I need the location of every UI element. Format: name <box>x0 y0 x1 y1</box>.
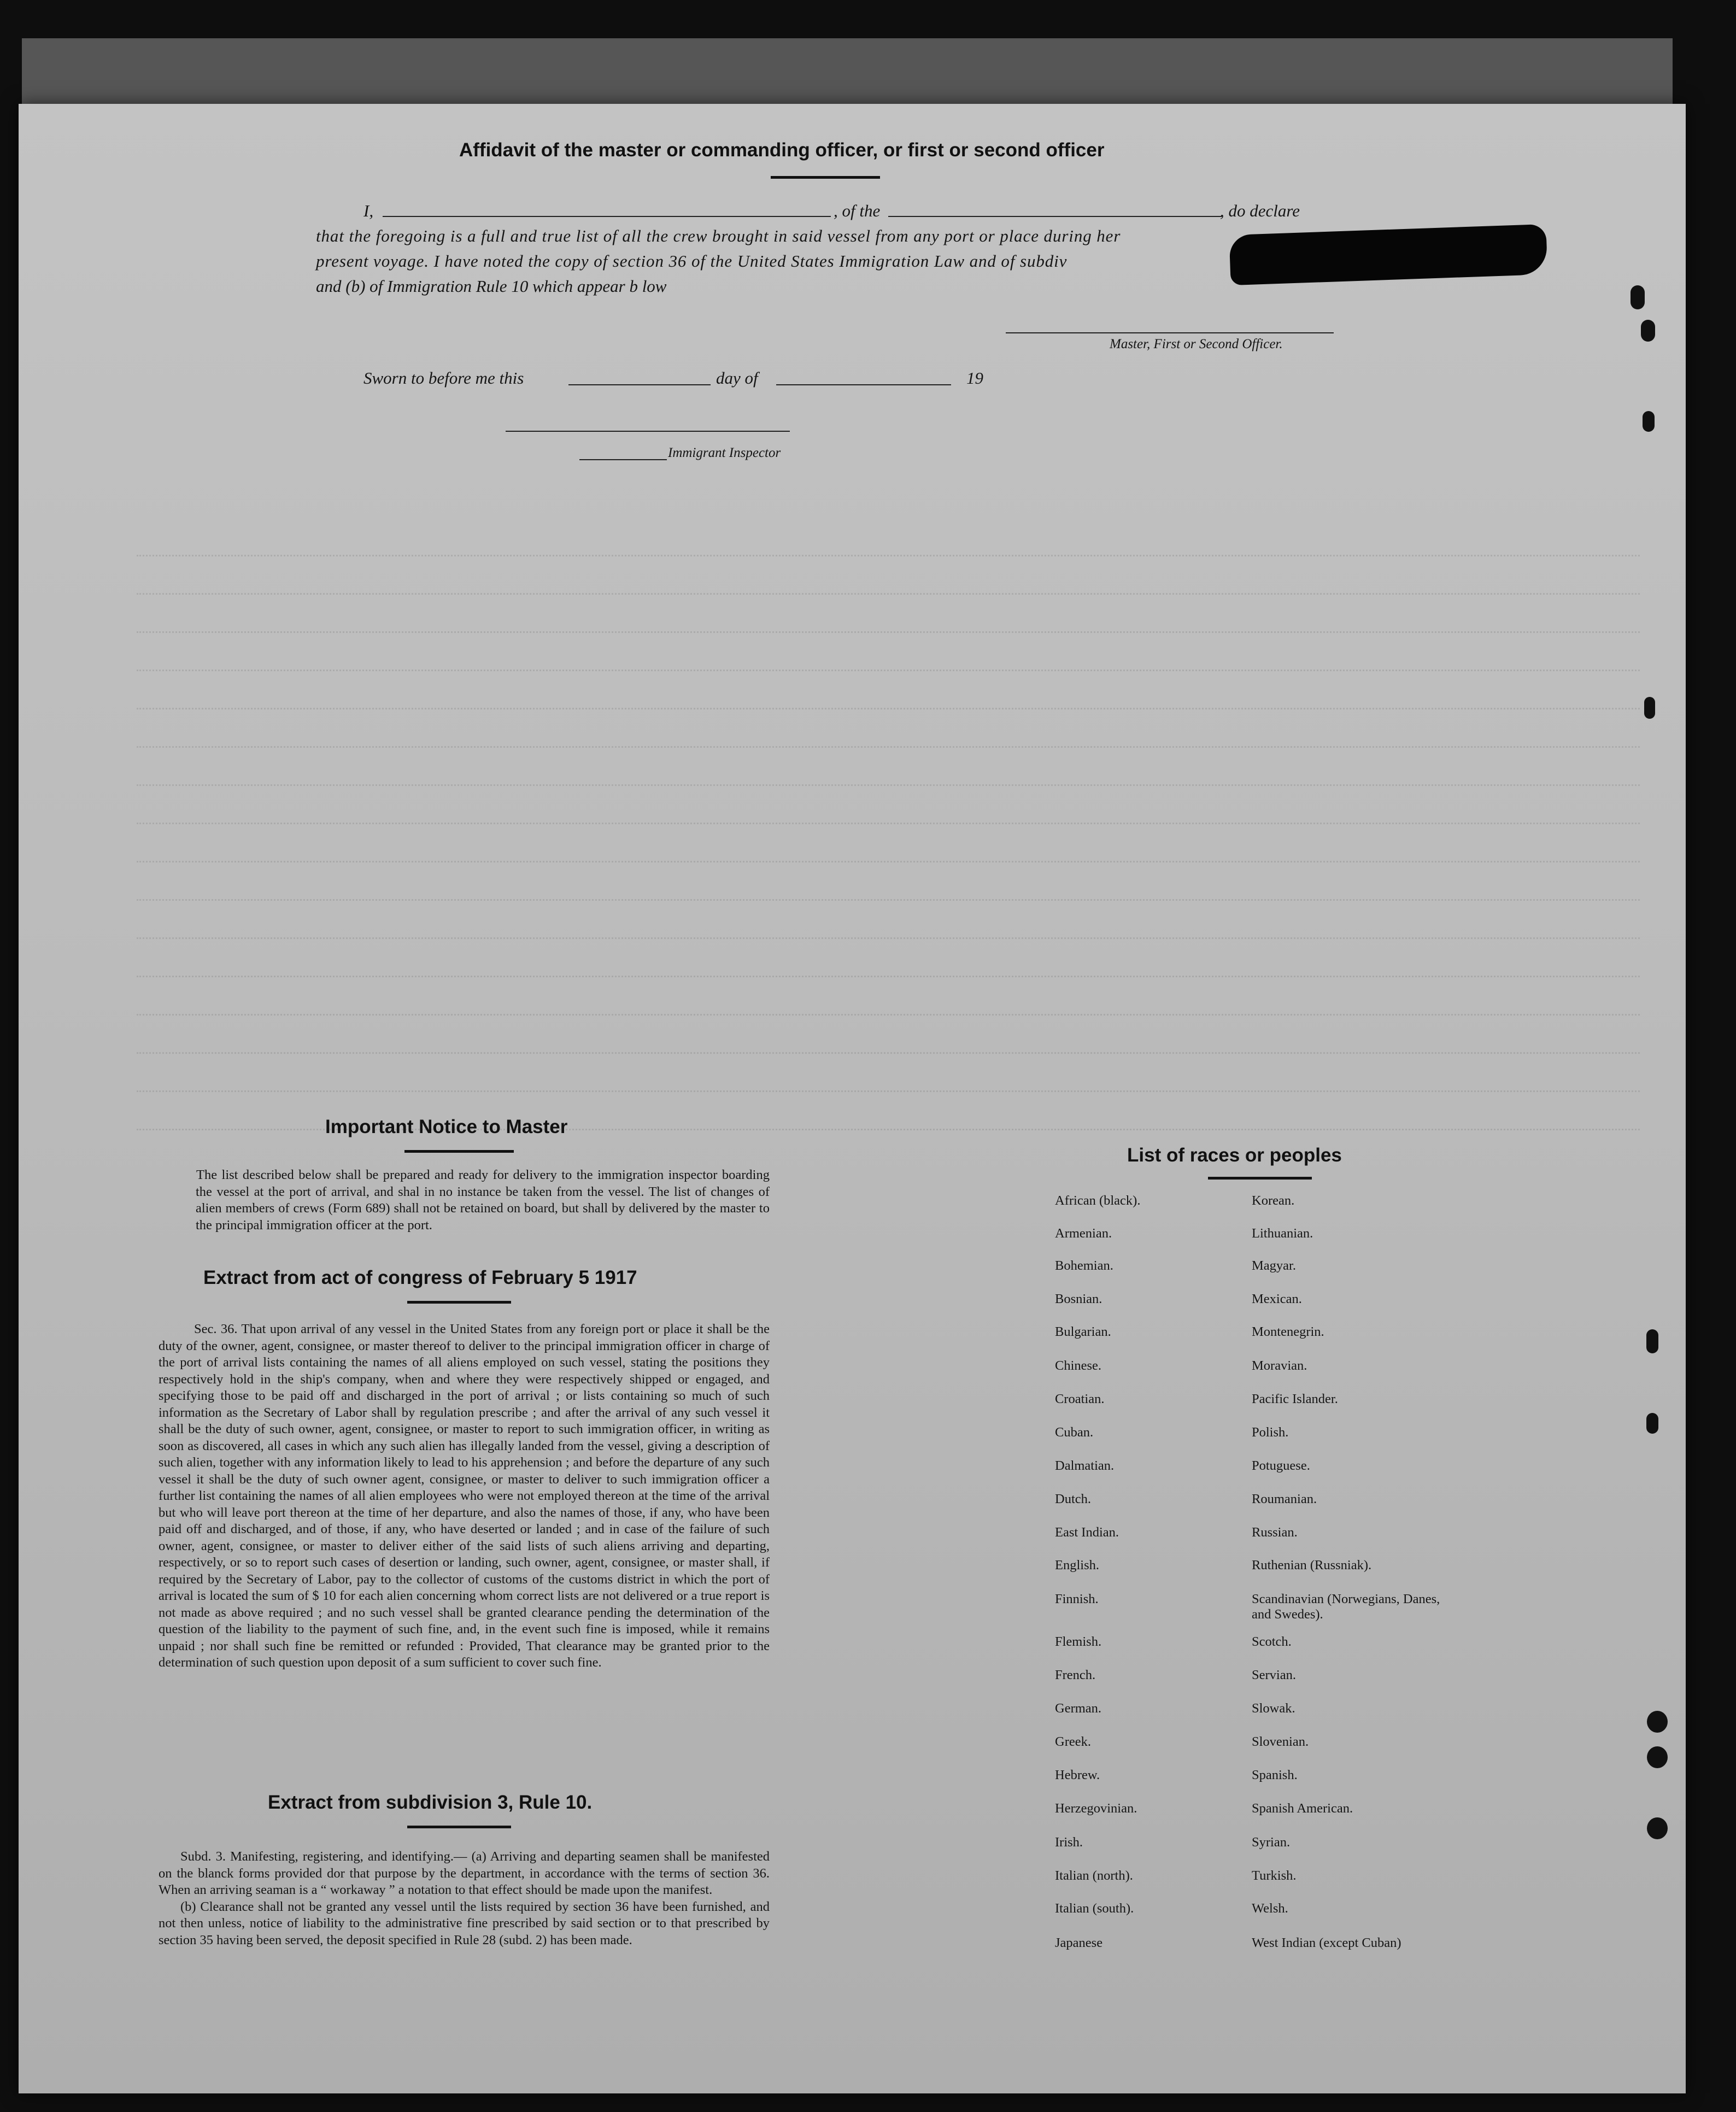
binder-hole <box>1631 285 1645 309</box>
race-item: Montenegrin. <box>1252 1324 1324 1339</box>
inspector-short-line <box>579 459 667 460</box>
binder-hole <box>1643 411 1655 432</box>
inspector-label: Immigrant Inspector <box>668 445 781 460</box>
race-item: Russian. <box>1252 1525 1298 1540</box>
binder-hole <box>1647 1711 1668 1733</box>
race-item: Moravian. <box>1252 1358 1307 1373</box>
race-item: Roumanian. <box>1252 1492 1317 1506</box>
binder-hole <box>1646 1413 1658 1434</box>
races-title: List of races or peoples <box>1127 1145 1342 1166</box>
race-item: French. <box>1055 1668 1096 1682</box>
race-item: Servian. <box>1252 1668 1296 1682</box>
race-item: Croatian. <box>1055 1392 1105 1406</box>
sworn-text: Sworn to before me this <box>363 368 524 388</box>
race-item: Italian (north). <box>1055 1868 1133 1883</box>
race-item: Italian (south). <box>1055 1901 1134 1916</box>
binder-hole <box>1647 1746 1668 1768</box>
affidavit-line2: that the foregoing is a full and true list of all the crew brought in said vessel from any port or place during her <box>316 226 1121 245</box>
notice-text: The list described below shall be prepared and ready for delivery to the immigration inspector boarding the vessel at the port of arrival, and shal in no instance be taken from the vessel. The list of changes of alien members of crews (Form 689) shall not be retained on board, but shall by delivered by the master to the principal immigration officer at the port. <box>196 1168 770 1233</box>
rule-extract-rule <box>407 1826 511 1828</box>
race-item: Chinese. <box>1055 1358 1102 1373</box>
race-item: Japanese <box>1055 1935 1103 1950</box>
race-item: English. <box>1055 1558 1099 1573</box>
notice-title-rule <box>404 1150 514 1153</box>
binder-hole <box>1644 697 1655 719</box>
affidavit-title-rule <box>771 176 880 179</box>
race-item: Scotch. <box>1252 1634 1292 1649</box>
affidavit-line1-start: I, <box>363 201 374 220</box>
rule-10-text <box>159 1849 770 1949</box>
act-extract-rule <box>407 1301 511 1304</box>
race-item: Cuban. <box>1055 1425 1094 1440</box>
race-item: Greek. <box>1055 1734 1091 1749</box>
race-item: Pacific Islander. <box>1252 1392 1338 1406</box>
race-item: Armenian. <box>1055 1226 1112 1241</box>
race-item: Polish. <box>1252 1425 1289 1440</box>
race-item: Mexican. <box>1252 1292 1302 1306</box>
race-item: German. <box>1055 1701 1102 1716</box>
race-item: Flemish. <box>1055 1634 1102 1649</box>
race-item: Syrian. <box>1252 1835 1291 1850</box>
affidavit-title: Affidavit of the master or commanding officer, or first or second officer <box>459 139 1105 161</box>
race-item: Welsh. <box>1252 1901 1288 1916</box>
rule-10-paragraph-b: (b) Clearance shall not be granted any vessel until the lists required by section 36 have been furnished, and not then unless, notice of liability to the administrative fine prescribed by said section or to that prescribed by section 35 having been served, the deposit specified in Rule 28 (subd. 2) has been made. <box>159 1899 770 1947</box>
race-item: Bulgarian. <box>1055 1324 1111 1339</box>
race-item: African (black). <box>1055 1193 1141 1208</box>
race-item: Herzegovinian. <box>1055 1801 1137 1816</box>
rule-extract-title: Extract from subdivision 3, Rule 10. <box>268 1792 593 1813</box>
race-item: West Indian (except Cuban) <box>1252 1935 1401 1950</box>
affidavit-line3: present voyage. I have noted the copy of section 36 of the United States Immigration Law and of subdiv <box>316 251 1068 271</box>
race-item: Ruthenian (Russniak). <box>1252 1558 1372 1573</box>
race-item: Hebrew. <box>1055 1768 1100 1782</box>
inspector-signature-line <box>506 431 790 432</box>
race-item: Dutch. <box>1055 1492 1091 1506</box>
race-item: Spanish American. <box>1252 1801 1353 1816</box>
act-extract-title: Extract from act of congress of February 5 1917 <box>203 1267 637 1288</box>
officer-signature-line <box>1006 332 1334 333</box>
race-item: Korean. <box>1252 1193 1295 1208</box>
race-item: Slovenian. <box>1252 1734 1309 1749</box>
race-item: Potuguese. <box>1252 1458 1310 1473</box>
race-item: Bosnian. <box>1055 1292 1102 1306</box>
sworn-year-prefix: 19 <box>966 368 983 388</box>
officer-label: Master, First or Second Officer. <box>1110 337 1283 351</box>
sworn-day-of: day of <box>716 368 758 388</box>
race-item: Spanish. <box>1252 1768 1298 1782</box>
race-item: Dalmatian. <box>1055 1458 1115 1473</box>
race-item: Scandinavian (Norwegians, Danes, and Swedes). <box>1252 1592 1440 1622</box>
section-36-text: Sec. 36. That upon arrival of any vessel in the United States from any foreign port or place it shall be the duty of the owner, agent, consignee, or master thereof to deliver to the principal immigration officer in charge of the port of arrival lists containing the names of all aliens employed on such vessel, stating the positions they respectively hold in the ship's company, when and where they were respectively shipped or engaged, and specifying those to be paid off and discharged in the port of arrival ; or lists containing so much of such information as the Secretary of Labor shall by regulation prescribe ; and after the arrival of any such vessel it shall be the duty of such owner, agent, consignee, or master to report to such immigration officer, in writing as soon as discovered, all cases in which any such alien has illegally landed from the vessel, giving a description of such alien, together with any information likely to lead to his apprehension ; and before the departure of any such vessel it shall be the duty of such owner agent, consignee, or master to deliver to such immigration officer a further list containing the names of all alien employees who were not employed thereon at the time of the arrival but who will leave port thereon at the time of her departure, and also the names of those, if any, who have been paid off and discharged, and of those, if any, who have deserted or landed ; and in case of the failure of such owner, agent, consignee, or master to deliver either of the said lists of such aliens arriving and departing, respectively, or so to report such cases of desertion or landing, such owner, agent, consignee, or master shall, if required by the Secretary of Labor, pay to the collector of customs of the customs district in which the port of arrival is located the sum of $ 10 for each alien concerning whom correct lists are not delivered or a true report is not made as above required ; and no such vessel shall be granted clearance pending the determination of the question of the liability to the payment of such fine, and, in the event such fine is imposed, while it remains unpaid ; nor shall such fine be remitted or refunded : Provided, That clearance may be granted prior to the determination of such question upon deposit of a sum sufficient to cover such fine. <box>159 1322 770 1670</box>
race-item: Finnish. <box>1055 1592 1099 1606</box>
race-item: Lithuanian. <box>1252 1226 1313 1241</box>
binder-hole <box>1647 1817 1668 1839</box>
race-item: East Indian. <box>1055 1525 1119 1540</box>
affidavit-line4: and (b) of Immigration Rule 10 which appear b low <box>316 277 667 296</box>
race-item: Magyar. <box>1252 1258 1296 1273</box>
day-blank <box>568 384 711 385</box>
races-title-rule <box>1208 1177 1312 1180</box>
affidavit-line1-middle: , of the <box>834 201 881 220</box>
notice-title: Important Notice to Master <box>325 1116 568 1137</box>
race-item: Irish. <box>1055 1835 1083 1850</box>
binder-hole <box>1646 1329 1658 1353</box>
name-blank <box>383 216 831 217</box>
binder-hole <box>1641 320 1655 342</box>
race-item: Turkish. <box>1252 1868 1297 1883</box>
month-blank <box>776 384 951 385</box>
vessel-blank <box>888 216 1222 217</box>
race-item: Bohemian. <box>1055 1258 1113 1273</box>
race-item: Slowak. <box>1252 1701 1295 1716</box>
rule-10-paragraph-a: Subd. 3. Manifesting, registering, and identifying.— (a) Arriving and departing seamen shall be manifested on the blanck forms provided dor that purpose by the department, in accordance with the terms of section 36. When an arriving seaman is a “ workaway ” a notation to that effect should be made upon the manifest. <box>159 1849 770 1897</box>
affidavit-line1-end: , do declare <box>1220 201 1300 220</box>
